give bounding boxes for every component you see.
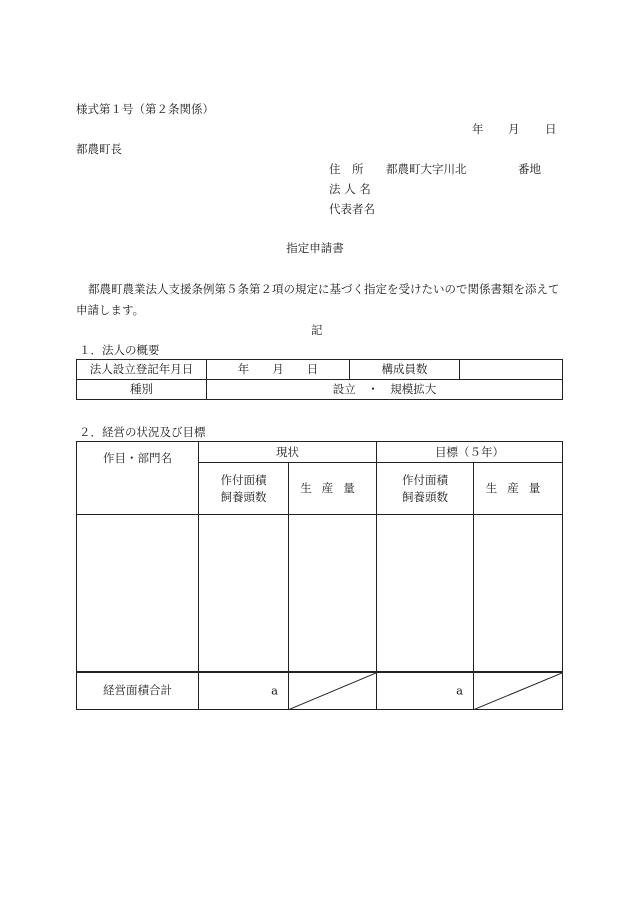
diagonal-line — [474, 673, 562, 710]
target-area-line1: 作付面積 — [402, 472, 448, 487]
current-area-line2: 飼養頭数 — [220, 489, 267, 504]
current-group-header: 現状 — [199, 442, 377, 463]
address-value: 都農町大字川北 — [386, 162, 467, 176]
addressee: 都農町長 — [76, 142, 122, 156]
current-area-line1: 作付面積 — [220, 472, 267, 487]
category-cell — [77, 515, 199, 672]
current-unit-a: a — [271, 683, 278, 698]
corp-name-label: 法 人 名 — [329, 182, 371, 196]
target-area-header — [377, 463, 474, 515]
members-value — [460, 360, 563, 380]
current-area-cell — [199, 515, 289, 672]
current-area-header — [199, 463, 289, 515]
body-paragraph: 都農町農業法人支援条例第５条第２項の規定に基づく指定を受けたいので関係書類を添えて申請します。 — [76, 282, 560, 317]
category-header: 作目・部門名 — [77, 442, 199, 515]
management-status-table — [76, 441, 563, 710]
target-unit-a: a — [456, 683, 463, 698]
target-production-cell — [474, 515, 563, 672]
form-number: 様式第１号（第２条関係） — [76, 102, 214, 116]
target-area-line2: 飼養頭数 — [402, 489, 448, 504]
representative-label: 代表者名 — [329, 202, 375, 216]
section1-heading: １．法人の概要 — [79, 343, 160, 357]
target-group-header: 目標（５年） — [377, 442, 563, 463]
ki-mark: 記 — [311, 323, 323, 337]
est-date-value: 年 月 日 — [207, 360, 350, 380]
document-title: 指定申請書 — [286, 241, 344, 255]
target-area-cell — [377, 515, 474, 672]
table-row — [77, 515, 563, 672]
current-production-cell — [289, 515, 377, 672]
type-value: 設立 ・ 規模拡大 — [207, 380, 563, 400]
total-label: 経営面積合計 — [77, 672, 199, 710]
address-suffix: 番地 — [518, 162, 541, 176]
date-month-label: 月 — [508, 122, 520, 136]
target-production-header: 生産量 — [474, 463, 563, 515]
address-label: 住 所 — [329, 162, 364, 176]
diagonal-line — [289, 673, 376, 710]
section2-heading: ２．経営の状況及び目標 — [79, 425, 206, 439]
members-label: 構成員数 — [350, 360, 460, 380]
target-total-production-diagonal — [474, 672, 563, 710]
date-year-label: 年 — [472, 122, 484, 136]
type-label: 種別 — [77, 380, 207, 400]
corporation-overview-table — [76, 359, 563, 400]
target-total-area — [377, 672, 474, 710]
current-production-header: 生産量 — [289, 463, 377, 515]
current-total-production-diagonal — [289, 672, 377, 710]
date-day-label: 日 — [545, 122, 557, 136]
est-date-label: 法人設立登記年月日 — [77, 360, 207, 380]
total-row — [77, 672, 563, 710]
current-total-area — [199, 672, 289, 710]
